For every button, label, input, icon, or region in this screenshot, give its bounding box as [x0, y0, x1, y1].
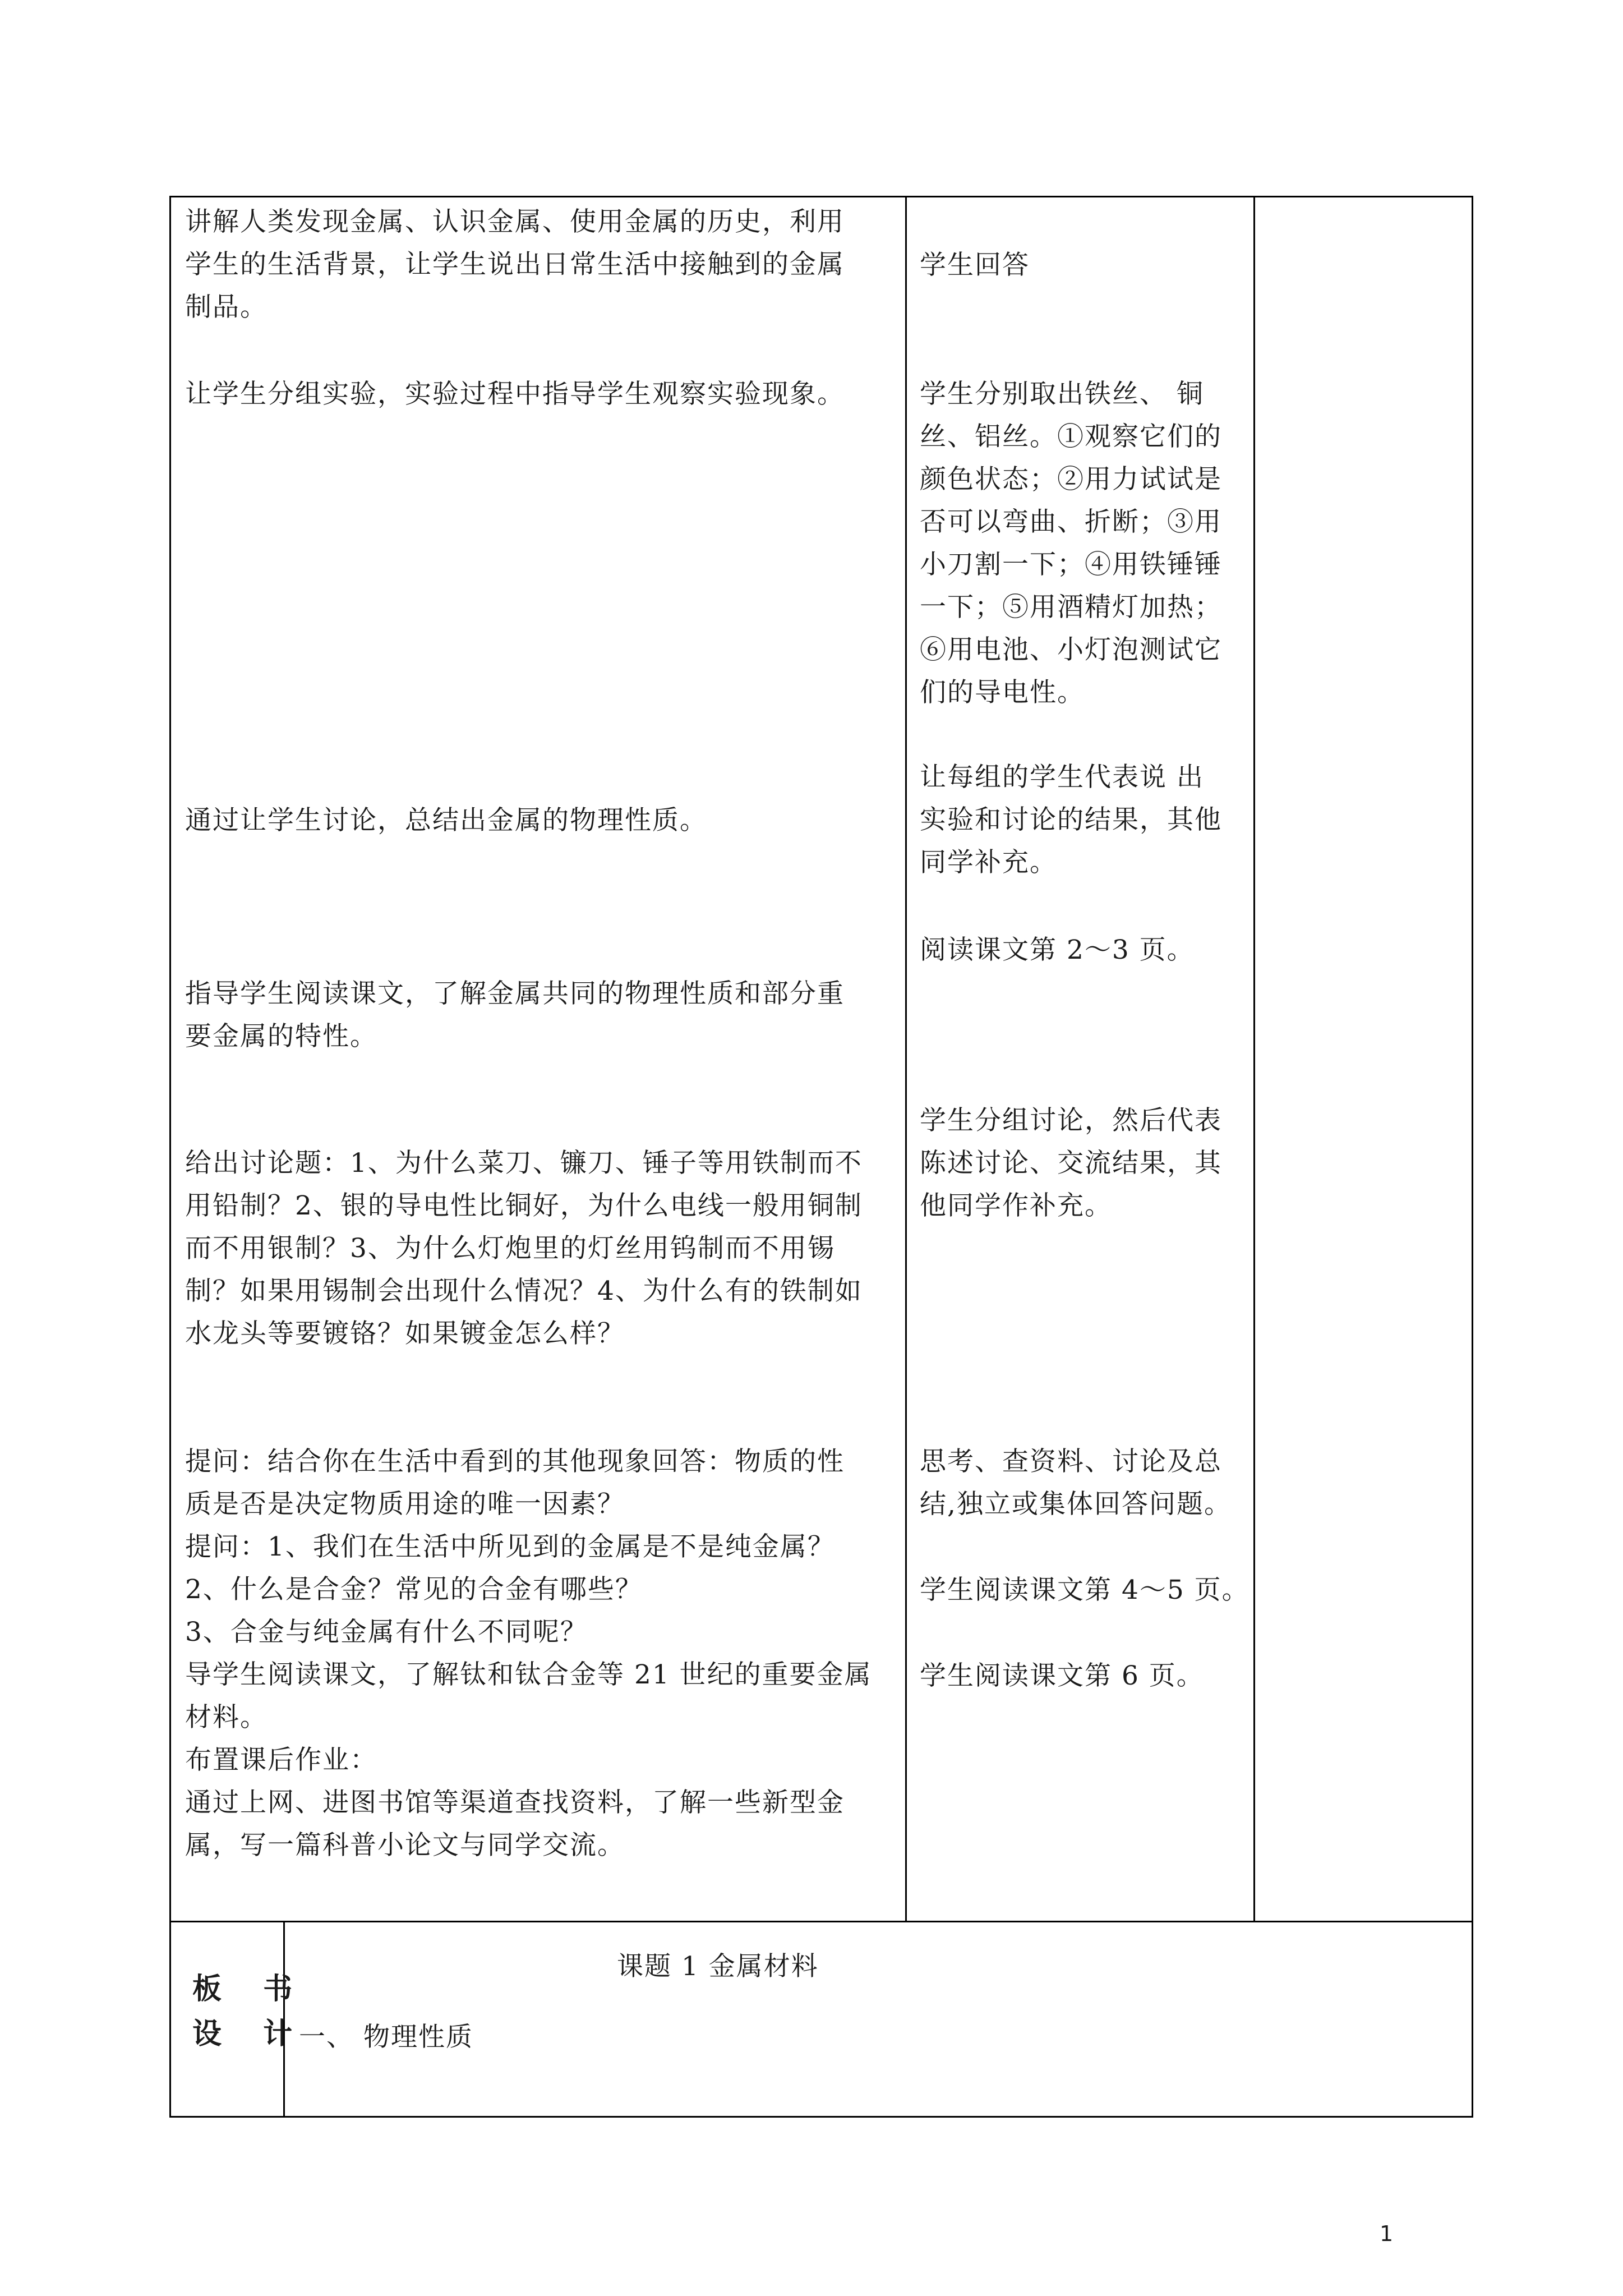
text-line: 阅读课文第 2～3 页。 — [920, 935, 1195, 965]
text-line: 质是否是决定物质用途的唯一因素？ — [185, 1489, 625, 1520]
text-line: 小刀割一下；④用铁锤锤 — [920, 549, 1222, 580]
board-label-line-1: 板 书 — [192, 1972, 308, 2006]
student-block-8 — [920, 1655, 1204, 1697]
text-line: 他同学作补充。 — [920, 1190, 1112, 1221]
text-line: 属，写一篇科普小论文与同学交流。 — [185, 1830, 625, 1861]
student-block-2 — [920, 373, 1222, 714]
student-block-3 — [920, 756, 1222, 884]
text-line: 提问：结合你在生活中看到的其他现象回答：物质的性 — [185, 1446, 845, 1477]
text-line: 同学补充。 — [920, 847, 1057, 878]
teacher-block-5 — [185, 1142, 863, 1355]
teacher-block-6 — [185, 1441, 872, 1867]
text-line: 而不用银制？3、为什么灯炮里的灯丝用钨制而不用锡 — [185, 1233, 835, 1264]
board-title: 课题 1 金属材料 — [617, 1951, 819, 1982]
text-line: 制？如果用锡制会出现什么情况？4、为什么有的铁制如 — [185, 1276, 863, 1306]
text-line: 学生分别取出铁丝、 铜 — [920, 379, 1204, 409]
text-line: 让每组的学生代表说 出 — [920, 762, 1204, 793]
text-line: 们的导电性。 — [920, 677, 1085, 708]
text-line: 否可以弯曲、折断；③用 — [920, 507, 1222, 537]
student-block-6 — [920, 1441, 1232, 1526]
text-line: 制品。 — [185, 292, 268, 323]
text-line: 学生回答 — [920, 250, 1030, 280]
text-line: 3、合金与纯金属有什么不同呢？ — [185, 1617, 588, 1648]
text-line: 学生阅读课文第 6 页。 — [920, 1660, 1204, 1691]
column-divider-2 — [1253, 196, 1255, 1922]
text-line: 结,独立或集体回答问题。 — [920, 1489, 1232, 1520]
board-item: 一、 物理性质 — [299, 2022, 473, 2053]
text-line: 水龙头等要镀铬？如果镀金怎么样？ — [185, 1318, 625, 1349]
text-line: 2、什么是合金？常见的合金有哪些？ — [185, 1574, 643, 1605]
page-number: 1 — [1380, 2221, 1394, 2246]
table-top-border — [169, 196, 1473, 197]
board-label-line-2: 设 计 — [192, 2017, 308, 2051]
text-line: 陈述讨论、交流结果，其 — [920, 1148, 1222, 1179]
teacher-block-3 — [185, 799, 707, 842]
text-line: 通过上网、进图书馆等渠道查找资料，了解一些新型金 — [185, 1787, 845, 1818]
student-block-4 — [920, 929, 1195, 972]
text-line: 让学生分组实验，实验过程中指导学生观察实验现象。 — [185, 379, 845, 409]
text-line: 学生的生活背景，让学生说出日常生活中接触到的金属 — [185, 249, 845, 280]
text-line: 丝、铝丝。①观察它们的 — [920, 421, 1222, 452]
text-line: 学生阅读课文第 4～5 页。 — [920, 1575, 1249, 1605]
table-bottom-border — [169, 2116, 1473, 2118]
text-line: 学生分组讨论，然后代表 — [920, 1105, 1222, 1136]
text-line: 导学生阅读课文，了解钛和钛合金等 21 世纪的重要金属 — [185, 1659, 872, 1690]
text-line: 材料。 — [185, 1702, 268, 1733]
text-line: 指导学生阅读课文，了解金属共同的物理性质和部分重 — [185, 978, 845, 1009]
row-divider — [169, 1921, 1473, 1922]
text-line: 提问：1、我们在生活中所见到的金属是不是纯金属？ — [185, 1531, 835, 1562]
table-left-border — [169, 196, 171, 2118]
text-line: 实验和讨论的结果，其他 — [920, 804, 1222, 835]
teacher-block-2 — [185, 373, 845, 416]
text-line: ⑥用电池、小灯泡测试它 — [920, 634, 1222, 665]
text-line: 给出讨论题：1、为什么菜刀、镰刀、锤子等用铁制而不 — [185, 1148, 863, 1179]
student-block-1 — [920, 244, 1030, 287]
text-line: 通过让学生讨论，总结出金属的物理性质。 — [185, 805, 707, 836]
column-divider-1 — [905, 196, 907, 1922]
teacher-block-4 — [185, 973, 845, 1058]
text-line: 思考、查资料、讨论及总 — [920, 1446, 1222, 1477]
text-line: 要金属的特性。 — [185, 1021, 377, 1052]
text-line: 布置课后作业： — [185, 1745, 377, 1775]
student-block-7 — [920, 1569, 1249, 1612]
text-line: 一下；⑤用酒精灯加热； — [920, 592, 1222, 623]
text-line: 用铅制？2、银的导电性比铜好，为什么电线一般用铜制 — [185, 1190, 863, 1221]
student-block-5 — [920, 1099, 1222, 1227]
board-design-label — [192, 1967, 308, 2056]
teacher-block-1 — [185, 201, 845, 329]
table-right-border — [1472, 196, 1473, 2118]
text-line: 颜色状态；②用力试试是 — [920, 464, 1222, 495]
text-line: 讲解人类发现金属、认识金属、使用金属的历史，利用 — [185, 206, 845, 237]
